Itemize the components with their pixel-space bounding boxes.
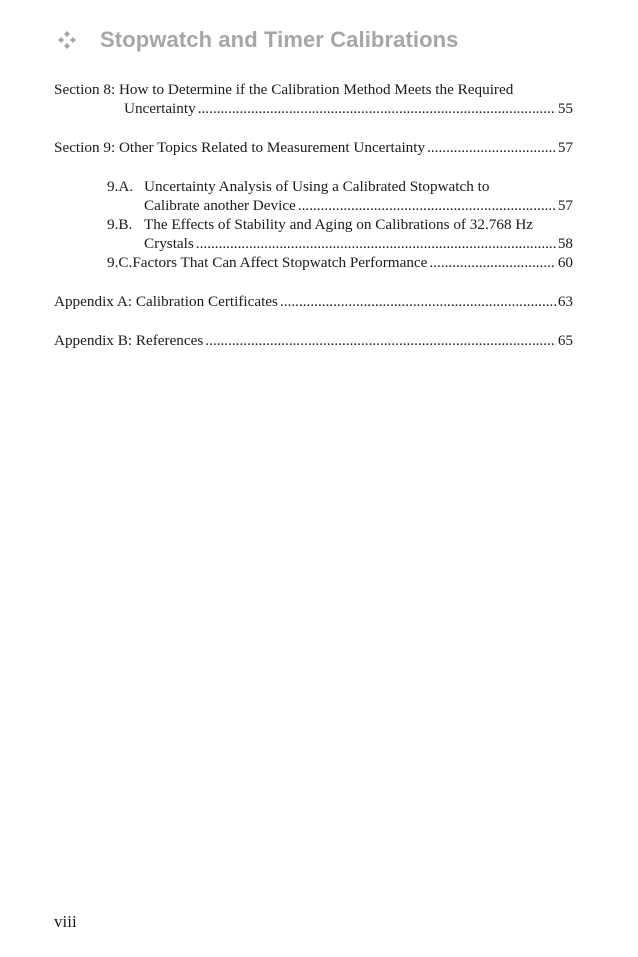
toc-subsection-number: 9.B.: [107, 216, 133, 233]
toc-entry-text: Section 8: How to Determine if the Calibration Method Meets the Required: [54, 81, 514, 98]
toc-subsection-number: 9.C.: [107, 254, 133, 271]
toc-entry-text: The Effects of Stability and Aging on Calibrations of 32.768 Hz: [144, 216, 534, 233]
toc-entry-text: Factors That Can Affect Stopwatch Performance: [132, 254, 428, 271]
toc-entry-text-continued: Crystals: [144, 235, 194, 252]
toc-page-number: 57: [557, 197, 573, 214]
toc-entry-appendix-b[interactable]: [54, 331, 573, 350]
toc-entry-9b[interactable]: [54, 215, 573, 253]
dot-leader: [429, 253, 555, 272]
toc-entry-text: Appendix A: Calibration Certificates: [54, 293, 278, 310]
toc-entry-text: Uncertainty Analysis of Using a Calibrated Stopwatch to: [144, 178, 490, 195]
toc-entry-text-continued: Uncertainty: [124, 100, 196, 117]
dot-leader: [427, 138, 556, 157]
toc-entry-section-9[interactable]: [54, 138, 573, 157]
toc-entry-text: Section 9: Other Topics Related to Measurement Uncertainty: [54, 139, 426, 156]
toc-page-number: 55: [557, 100, 573, 117]
toc-subsection-number: 9.A.: [107, 178, 134, 195]
table-of-contents: [54, 80, 573, 350]
toc-page-number: 63: [557, 293, 573, 310]
page-number: viii: [54, 912, 77, 931]
dot-leader: [196, 234, 556, 253]
toc-entry-text: Appendix B: References: [54, 332, 204, 349]
toc-entry-text-continued: Calibrate another Device: [144, 197, 296, 214]
running-header: [56, 22, 596, 58]
toc-page-number: 57: [557, 139, 573, 156]
toc-entry-9a[interactable]: [54, 177, 573, 215]
toc-entry-appendix-a[interactable]: [54, 292, 573, 311]
dot-leader: [198, 99, 556, 118]
toc-entry-section-8[interactable]: [54, 80, 573, 118]
toc-page-number: 58: [557, 235, 573, 252]
dot-leader: [205, 331, 556, 350]
dot-leader: [298, 196, 556, 215]
four-diamond-ornament-icon: [56, 29, 78, 51]
toc-page-number: 65: [557, 332, 573, 349]
header-title: Stopwatch and Timer Calibrations: [100, 27, 459, 52]
toc-page-number: 60: [557, 254, 573, 271]
toc-entry-9c[interactable]: [54, 253, 573, 272]
dot-leader: [280, 292, 556, 311]
